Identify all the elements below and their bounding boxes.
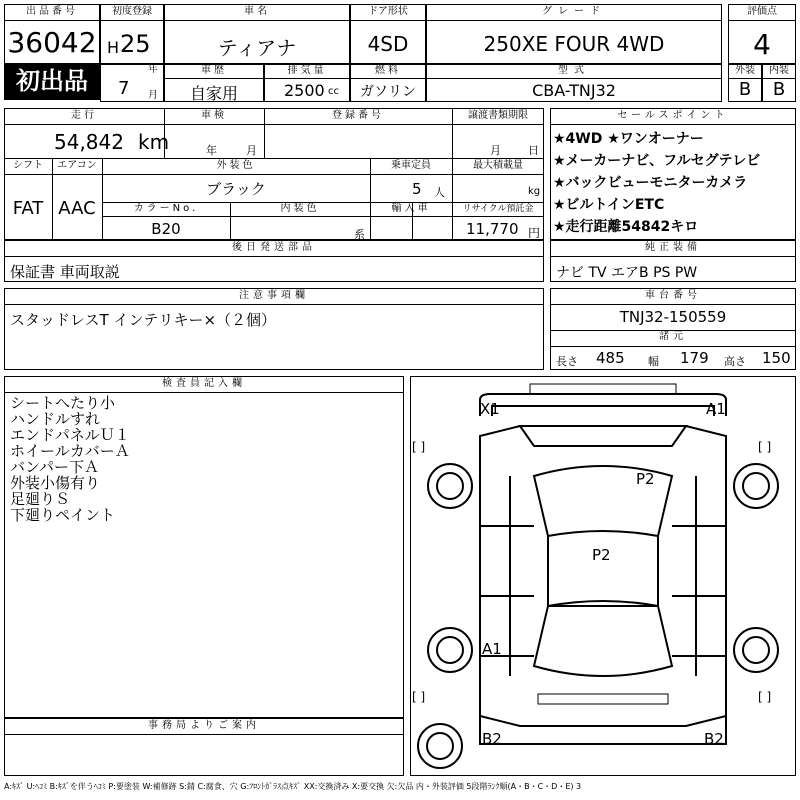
first-listing-badge: 初出品 xyxy=(4,64,100,100)
body-outline xyxy=(480,426,726,726)
width-label: 幅 xyxy=(648,355,659,368)
registration-month: 7 xyxy=(118,78,130,99)
mark-p2-center: P2 xyxy=(592,546,611,564)
mileage: 54,842 xyxy=(54,130,124,154)
inspector-note-line: エンドパネルＵ１ xyxy=(10,426,130,444)
equipment: ナビ TV エアB PS PW xyxy=(556,265,698,281)
sales-point-item: ★バックビューモニターカメラ xyxy=(553,175,748,191)
grade-label: グレード xyxy=(542,6,606,17)
month-unit: 月 xyxy=(148,90,158,101)
sales-point-item: ★走行距離54842キロ xyxy=(553,219,699,235)
door-type: 4SD xyxy=(367,32,409,56)
wheel-front-left xyxy=(428,464,472,508)
color-no: B20 xyxy=(151,220,181,238)
interior-grade-label: 内装 xyxy=(769,65,789,76)
height: 150 xyxy=(762,349,791,367)
recycle-unit: 円 xyxy=(528,226,541,240)
inspector-note-line: シートへたり小 xyxy=(10,394,116,412)
score: 4 xyxy=(753,28,771,61)
car-diagram-svg xyxy=(410,376,796,776)
door-type-label: ドア形状 xyxy=(368,6,408,17)
inspector-note-line: バンパー下Ａ xyxy=(10,458,99,476)
displacement-label: 排気量 xyxy=(287,65,327,76)
mark-a1-lower: A1 xyxy=(482,640,502,658)
model-code-label: 型式 xyxy=(558,65,590,76)
ac-label: エアコン xyxy=(57,160,97,171)
transfer-label: 譲渡書類期限 xyxy=(468,110,528,121)
sales-points-label: セールスポイント xyxy=(617,110,729,121)
wheel-rear-right xyxy=(734,628,778,672)
inspector-note-line: 足廻りＳ xyxy=(10,490,71,508)
car-name-label: 車名 xyxy=(244,6,270,17)
front-bumper-top xyxy=(530,384,676,394)
interior-color-label: 内装色 xyxy=(280,203,320,214)
wheel-front-right xyxy=(734,464,778,508)
fuel-label: 燃料 xyxy=(375,65,401,76)
import-label: 輸入車 xyxy=(391,203,431,214)
notes: スタッドレスT インテリキー×（２個） xyxy=(10,311,277,329)
later-parts-label: 後日発送部品 xyxy=(232,242,316,253)
registration-year: 25 xyxy=(120,30,151,58)
history-label: 車歴 xyxy=(201,65,227,76)
mark-x1: X1 xyxy=(480,400,500,418)
transfer-day-unit: 日 xyxy=(528,144,539,157)
inspection-label: 車検 xyxy=(201,110,227,121)
exterior-grade-label: 外装 xyxy=(735,65,755,76)
mileage-label: 走行 xyxy=(71,110,97,121)
mileage-unit: km xyxy=(138,130,170,154)
sales-points-list xyxy=(553,128,793,238)
specs-label: 諸元 xyxy=(659,331,687,342)
sales-point-item: ★メーカーナビ、フルセグテレビ xyxy=(553,153,761,169)
exterior-grade: B xyxy=(738,79,752,100)
era: H xyxy=(107,38,120,57)
equipment-label: 純正装備 xyxy=(645,242,701,253)
lot-number: 36042 xyxy=(7,26,97,59)
length-label: 長さ xyxy=(556,355,578,368)
load-label: 最大積載量 xyxy=(473,160,523,171)
shift-label: シフト xyxy=(13,160,43,171)
spare-wheel xyxy=(418,724,462,768)
load-unit: kg xyxy=(528,186,541,197)
color-label: 外装色 xyxy=(216,160,256,171)
length: 485 xyxy=(596,349,625,367)
fuel: ガソリン xyxy=(360,84,416,100)
inspector-note-line: ホイールカバーＡ xyxy=(10,442,130,460)
color: ブラック xyxy=(206,180,266,198)
inspector-label: 検査員記入欄 xyxy=(162,378,246,389)
score-label: 評価点 xyxy=(747,6,777,17)
mark-b2-right: B2 xyxy=(704,730,724,748)
mark-p2-upper: P2 xyxy=(636,470,655,488)
inspector-note-line: ハンドルすれ xyxy=(10,410,101,428)
first-registration-label: 初度登録 xyxy=(112,6,152,17)
inspector-note-line: 下廻りペイント xyxy=(10,506,116,524)
bracket-left-top: [ ] xyxy=(412,440,426,454)
hood xyxy=(520,426,686,446)
seats-unit: 人 xyxy=(434,186,445,199)
inspector-notes xyxy=(10,395,390,523)
width: 179 xyxy=(680,349,709,367)
inspection-year-unit: 年 xyxy=(206,144,217,157)
wheel-rear-left xyxy=(428,628,472,672)
bracket-right-top: [ ] xyxy=(758,440,772,454)
rear-bumper xyxy=(480,716,726,744)
lot-number-label: 出品番号 xyxy=(26,6,78,17)
grade: 250XE FOUR 4WD xyxy=(483,32,665,56)
bracket-right-bottom: [ ] xyxy=(758,690,772,704)
rear-window xyxy=(534,601,672,676)
recycle: 11,770 xyxy=(466,220,519,238)
mark-a1-top: A1 xyxy=(706,400,726,418)
mark-b2-left: B2 xyxy=(482,730,502,748)
interior-color-unit: 系 xyxy=(354,228,365,241)
inspection-month-unit: 月 xyxy=(246,144,257,157)
office-label: 事務局よりご案内 xyxy=(148,720,260,731)
seats: 5 xyxy=(412,180,422,198)
sales-point-item: ★4WD ★ワンオーナー xyxy=(553,131,704,147)
recycle-label: リサイクル預託金 xyxy=(462,204,534,214)
reg-no-label: 登録番号 xyxy=(332,110,384,121)
inspector-note-line: 外装小傷有り xyxy=(10,474,101,492)
displacement-unit: cc xyxy=(328,86,339,97)
height-label: 高さ xyxy=(724,355,746,368)
history: 自家用 xyxy=(189,84,238,103)
color-no-label: カラーNo. xyxy=(133,203,199,214)
interior-grade: B xyxy=(772,79,786,100)
ac: AAC xyxy=(58,198,96,219)
chassis-label: 車台番号 xyxy=(645,290,701,301)
rear-bumper-bottom xyxy=(538,694,668,704)
transfer-month-unit: 月 xyxy=(490,144,501,157)
notes-label: 注意事項欄 xyxy=(239,290,309,301)
seats-label: 乗車定員 xyxy=(391,160,431,171)
year-unit: 年 xyxy=(148,64,158,75)
car-name: ティアナ xyxy=(217,36,297,60)
legend: A:ｷｽﾞ U:ﾍｺﾐ B:ｷｽﾞを伴うﾍｺﾐ P:要塗装 W:補修跡 S:錆 C:腐食、穴 G:ﾌﾛﾝﾄｶﾞﾗｽ点ｷｽﾞ XX:交換済み X:要交換 欠:欠品 内・外装評価 5段階ﾗﾝｸ順(A・B・C・D・E) 3 xyxy=(4,782,582,791)
sales-point-item: ★ビルトインETC xyxy=(553,197,665,213)
bracket-left-bottom: [ ] xyxy=(412,690,426,704)
shift: FAT xyxy=(12,198,44,219)
later-parts: 保証書 車両取説 xyxy=(10,263,120,281)
displacement: 2500 xyxy=(284,81,325,100)
chassis-number: TNJ32-150559 xyxy=(619,308,727,326)
model-code: CBA-TNJ32 xyxy=(532,81,616,100)
